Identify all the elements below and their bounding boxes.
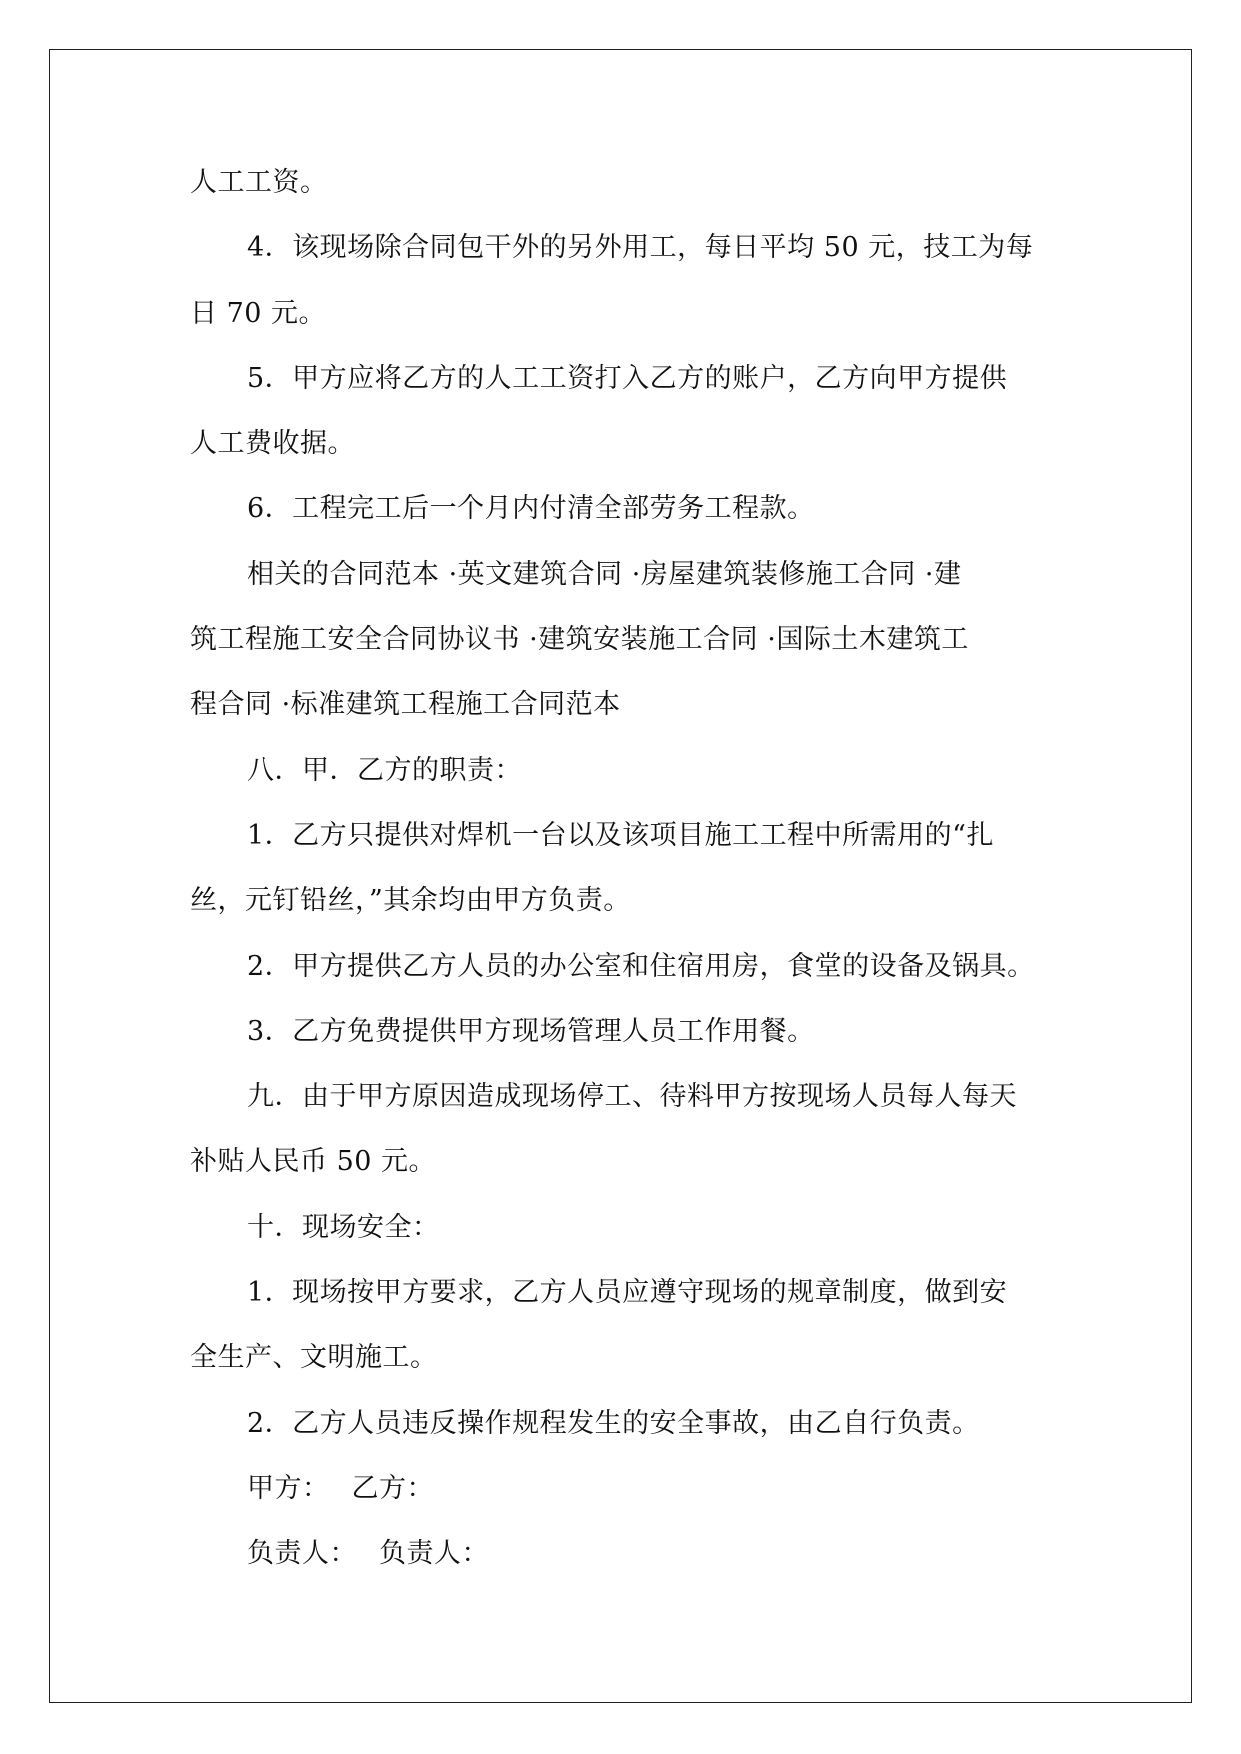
text-line-3: 日 70 元。 bbox=[190, 297, 327, 329]
text-line-7: 相关的合同范本 ·英文建筑合同 ·房屋建筑装修施工合同 ·建 bbox=[247, 558, 962, 590]
text-line-9: 程合同 ·标准建筑工程施工合同范本 bbox=[190, 689, 621, 721]
text-line-2: 4．该现场除合同包干外的另外用工，每日平均 50 元，技工为每 bbox=[247, 232, 1034, 264]
text-line-1: 人工工资。 bbox=[190, 167, 328, 198]
text-line-13: 2．甲方提供乙方人员的办公室和住宿用房，食堂的设备及锅具。 bbox=[247, 950, 1035, 982]
party-b-label: 乙方： bbox=[351, 1472, 434, 1504]
text-line-6: 6．工程完工后一个月内付清全部劳务工程款。 bbox=[247, 493, 815, 525]
text-line-14: 3．乙方免费提供甲方现场管理人员工作用餐。 bbox=[247, 1015, 815, 1047]
document-body bbox=[190, 150, 1070, 1587]
text-line-16: 补贴人民币 50 元。 bbox=[190, 1146, 437, 1178]
party-a-label: 甲方： bbox=[247, 1472, 330, 1504]
signature-parties-row bbox=[190, 1456, 1070, 1521]
section-heading-duties: 八．甲．乙方的职责： bbox=[247, 754, 522, 786]
section-heading-safety: 十．现场安全： bbox=[247, 1211, 440, 1243]
text-line-18: 1．现场按甲方要求，乙方人员应遵守现场的规章制度，做到安 bbox=[247, 1277, 1008, 1309]
signature-persons-row bbox=[190, 1521, 1070, 1586]
text-line-20: 2．乙方人员违反操作规程发生的安全事故，由乙自行负责。 bbox=[247, 1407, 980, 1439]
text-line-19: 全生产、文明施工。 bbox=[190, 1342, 438, 1374]
text-line-15: 九．由于甲方原因造成现场停工、待料甲方按现场人员每人每天 bbox=[247, 1081, 1017, 1113]
text-line-12: 丝，元钉铅丝，”其余均由甲方负责。 bbox=[190, 885, 631, 917]
person-b-label: 负责人： bbox=[379, 1538, 489, 1570]
text-line-11: 1．乙方只提供对焊机一台以及该项目施工工程中所需用的“扎 bbox=[247, 819, 994, 851]
text-line-8: 筑工程施工安全合同协议书 ·建筑安装施工合同 ·国际土木建筑工 bbox=[190, 624, 969, 656]
text-line-4: 5．甲方应将乙方的人工工资打入乙方的账户，乙方向甲方提供 bbox=[247, 362, 1008, 394]
person-a-label: 负责人： bbox=[247, 1538, 357, 1570]
text-line-5: 人工费收据。 bbox=[190, 428, 355, 460]
